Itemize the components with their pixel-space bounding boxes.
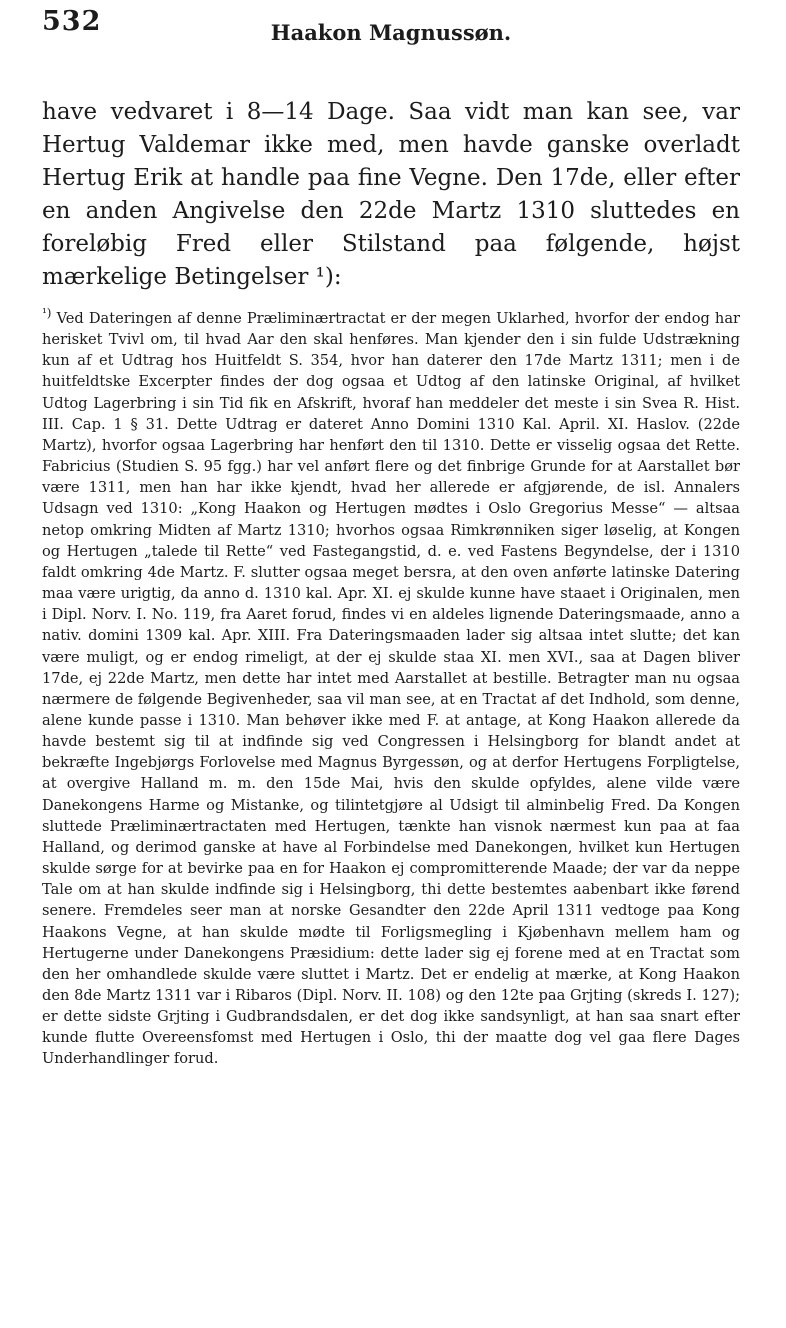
body-paragraph: have vedvaret i 8—14 Dage. Saa vidt man kan see, var Hertug Valdemar ikke med, men havde ganske overladt Hertug Erik at handle paa fine Vegne. Den 17de, eller efter en anden Angivelse den 22de Martz 1310 sluttedes en foreløbig Fred eller Stilstand paa følgende, højst mærkelige Betingelser ¹): — [42, 99, 740, 290]
footnote-text: Ved Dateringen af denne Præliminærtractat er der megen Uklarhed, hvorfor der endog har herisket Tvivl om, til hvad Aar den skal henføres. Man kjender den i sin fulde Udstrækning kun af et Udtrag hos Huitfeldt S. 354, hvor han daterer den 17de Martz 1311; men i de huitfeldtske Excerpter findes der dog ogsaa et Udtog af den latinske Original, af hvilket Udtog Lagerbring i sin Tid fik en Afskrift, hvoraf han meddeler det meste i sin Svea R. Hist. III. Cap. 1 § 31. Dette Udtrag er dateret Anno Domini 1310 Kal. April. XI. Haslov. (22de Martz), hvorfor ogsaa Lagerbring har henført den til 1310. Dette er visselig ogsaa det Rette. Fabricius (Studien S. 95 fgg.) har vel anført flere og det finbrige Grunde for at Aarstallet bør være 1311, men han har ikke kjendt, hvad her allerede er afgjørende, de isl. Annalers Udsagn ved 1310: „Kong Haakon og Hertugen mødtes i Oslo Gregorius Messe“ — altsaa netop omkring Midten af Martz 1310; hvorhos ogsaa Rimkrønniken siger løselig, at Kongen og Hertugen „talede til Rette“ ved Fastegangstid, d. e. ved Fastens Begyndelse, der i 1310 faldt omkring 4de Martz. F. slutter ogsaa meget bersra, at den oven anførte latinske Datering maa være urigtig, da anno d. 1310 kal. Apr. XI. ej skulde kunne have staaet i Originalen, men i Dipl. Norv. I. No. 119, fra Aaret forud, findes vi en aldeles lignende Dateringsmaade, anno a nativ. domini 1309 kal. Apr. XIII. Fra Dateringsmaaden lader sig altsaa intet slutte; det kan være muligt, og er endog rimeligt, at der ej skulde staa XI. men XVI., saa at Dagen bliver 17de, ej 22de Martz, men dette har intet med Aarstallet at bestille. Betragter man nu ogsaa nærmere de følgende Begivenheder, saa vil man see, at en Tractat af det Indhold, som denne, alene kunde passe i 1310. Man behøver ikke med F. at antage, at Kong Haakon allerede da havde bestemt sig til at indfinde sig ved Congressen i Helsingborg for blandt andet at bekræfte Ingebjørgs Forlovelse med Magnus Byrgessøn, og at derfor Hertugens Forpligtelse, at overgive Halland m. m. den 15de Mai, hvis den skulde opfyldes, alene vilde være Danekongens Harme og Mistanke, og tilintetgjøre al Udsigt til alminbelig Fred. Da Kongen sluttede Præliminærtractaten med Hertugen, tænkte han visnok nærmest kun paa at faa Halland, og derimod ganske at have al Forbindelse med Danekongen, hvilket kun Hertugen skulde sørge for at bevirke paa en for Haakon ej compromitterende Maade; der var da neppe Tale om at han skulde indfinde sig i Helsingborg, thi dette bestemtes aabenbart ikke førend senere. Fremdeles seer man at norske Gesandter den 22de April 1311 vedtoge paa Kong Haakons Vegne, at han skulde mødte til Forligsmegling i Kjøbenhavn mellem ham og Hertugerne under Danekongens Præsidium: dette lader sig ej forene med at en Tractat som den her omhandlede skulde være sluttet i Martz. Det er endelig at mærke, at Kong Haakon den 8de Martz 1311 var i Ribaros (Dipl. Norv. II. 108) og den 12te paa Grjting (skreds I. 127); er dette sidste Grjting i Gudbrandsdalen, er det dog ikke sandsynligt, at han saa snart efter kunde flutte Overeensfomst med Hertugen i Oslo, thi der maatte dog vel gaa flere Dages Underhandlinger forud. — [42, 310, 741, 1068]
page-header — [42, 0, 740, 58]
footnote — [42, 308, 740, 1070]
footnotes — [42, 308, 740, 1070]
main-text — [42, 96, 740, 294]
running-title: Haakon Magnussøn. — [270, 20, 512, 45]
footnote-marker: ¹) — [42, 306, 52, 321]
page-number: 532 — [42, 6, 102, 37]
